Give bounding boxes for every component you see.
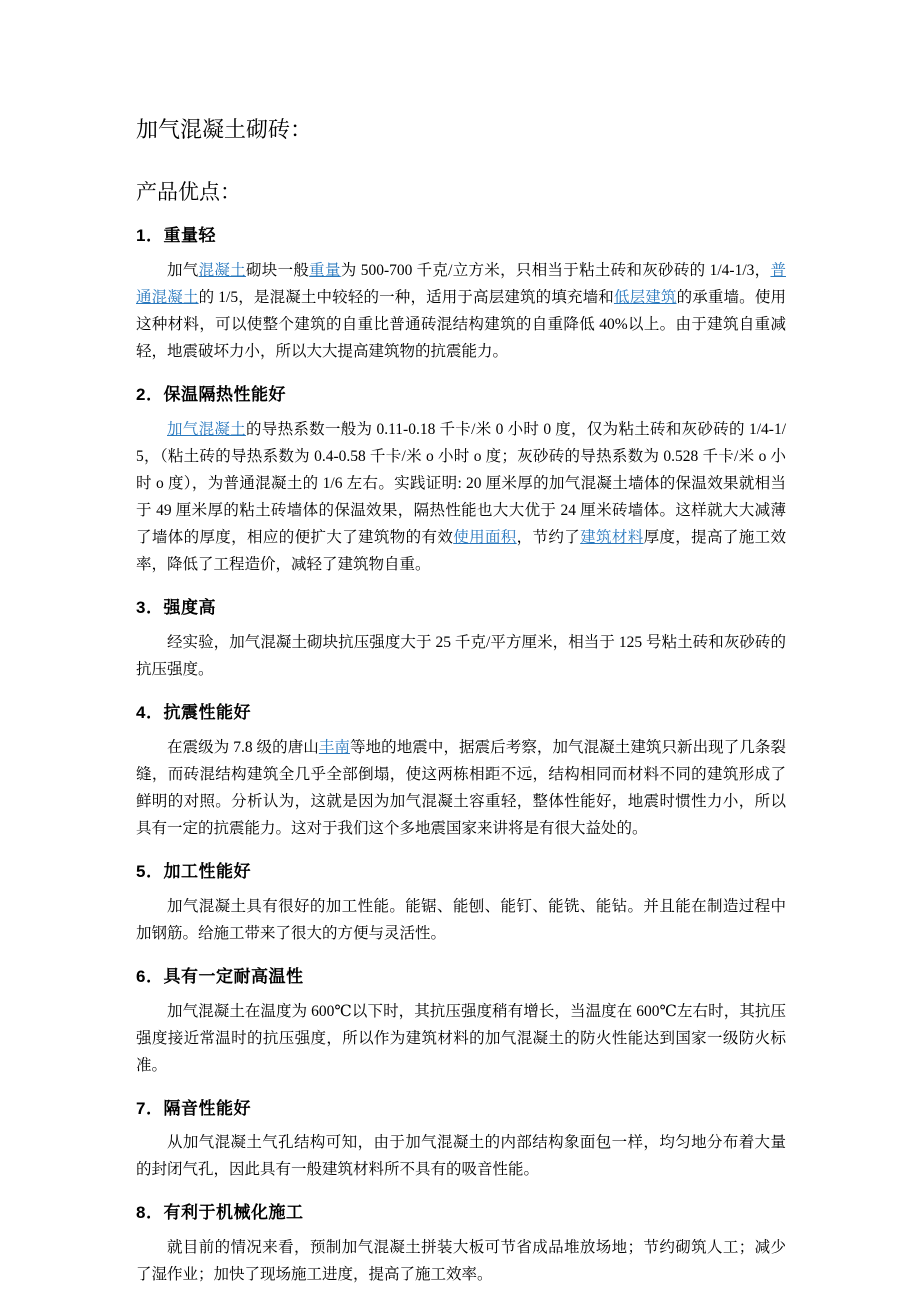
section-heading-3: 3．强度高	[136, 597, 216, 617]
text-run: 加气混凝土具有很好的加工性能。能锯、能刨、能钉、能铣、能钻。并且能在制造过程中加钢筋。给施工带来了很大的方便与灵活性。	[136, 897, 786, 942]
paragraph	[136, 998, 786, 1079]
paragraph	[136, 893, 786, 947]
sections-container	[136, 225, 786, 1289]
section-heading-4: 4．抗震性能好	[136, 702, 251, 722]
text-run: 加气	[167, 261, 199, 279]
doc-title: 加气混凝土砌砖：	[136, 117, 313, 142]
doc-subtitle: 产品优点：	[136, 179, 241, 204]
text-run: 为 500-700 千克/立方米，只相当于粘土砖和灰砂砖的 1/4-1/3，	[340, 261, 771, 279]
paragraph	[136, 629, 786, 683]
section-heading-8: 8．有利于机械化施工	[136, 1203, 304, 1223]
text-run: 厚度，提高了施工效率，降低了工程造价，减轻了建筑物自重。	[136, 528, 786, 573]
hyperlink[interactable]: 普通混凝土	[136, 261, 786, 306]
hyperlink[interactable]: 丰南	[318, 738, 351, 756]
section-heading-2: 2．保温隔热性能好	[136, 384, 286, 404]
section-heading-6: 6．具有一定耐高温性	[136, 966, 304, 986]
paragraph	[136, 1234, 786, 1288]
hyperlink[interactable]: 低层建筑	[613, 288, 677, 306]
text-run: 砌块一般	[245, 261, 310, 279]
text-run: 的 1/5，是混凝土中较轻的一种，适用于高层建筑的填充墙和	[198, 288, 614, 306]
paragraph	[136, 416, 786, 578]
hyperlink[interactable]: 建筑材料	[580, 528, 644, 546]
text-run: 的导热系数一般为 0.11-0.18 千卡/米 0 小时 0 度，仅为粘土砖和灰砂砖的 1/4-1/5，（粘土砖的导热系数为 0.4-0.58 千卡/米 o 小时 o 度；灰砂砖的导热系数为 0.528 千卡/米 o 小时 o 度），为普通混凝土的 1/6 左右。实践证明: 20 厘米厚的加气混凝土墙体的保温效果就相当于 49 厘米厚的粘土砖墙体的保温效果，隔热性能也大大优于 24 厘米砖墙体。这样就大大减薄了墙体的厚度，相应的便扩大了建筑物的有效	[136, 420, 786, 546]
text-run: 从加气混凝土气孔结构可知，由于加气混凝土的内部结构象面包一样，均匀地分布着大量的封闭气孔，因此具有一般建筑材料所不具有的吸音性能。	[136, 1134, 786, 1179]
text-run: ，节约了	[516, 528, 581, 546]
text-run: 就目前的情况来看，预制加气混凝土拼装大板可节省成品堆放场地；节约砌筑人工；减少了湿作业；加快了现场施工进度，提高了施工效率。	[136, 1239, 786, 1284]
paragraph	[136, 734, 786, 842]
section-heading-1: 1．重量轻	[136, 225, 216, 245]
text-run: 在震级为 7.8 级的唐山	[167, 738, 319, 756]
paragraph	[136, 257, 786, 365]
section-heading-7: 7．隔音性能好	[136, 1098, 251, 1118]
text-run: 加气混凝土在温度为 600℃以下时，其抗压强度稍有增长，当温度在 600℃左右时，其抗压强度接近常温时的抗压强度，所以作为建筑材料的加气混凝土的防火性能达到国家一级防火标准。	[136, 1002, 786, 1074]
text-run: 等地的地震中，据震后考察，加气混凝土建筑只新出现了几条裂缝，而砖混结构建筑全几乎全部倒塌，使这两栋相距不远，结构相同而材料不同的建筑形成了鲜明的对照。分析认为，这就是因为加气混凝土容重轻，整体性能好，地震时惯性力小，所以具有一定的抗震能力。这对于我们这个多地震国家来讲将是有很大益处的。	[136, 738, 786, 837]
paragraph	[136, 1129, 786, 1183]
text-run: 经实验，加气混凝土砌块抗压强度大于 25 千克/平方厘米，相当于 125 号粘土砖和灰砂砖的抗压强度。	[136, 633, 786, 678]
hyperlink[interactable]: 加气混凝土	[167, 420, 246, 438]
hyperlink[interactable]: 使用面积	[453, 528, 517, 546]
hyperlink[interactable]: 重量	[309, 261, 341, 279]
text-run: 的承重墙。使用这种材料，可以使整个建筑的自重比普通砖混结构建筑的自重降低 40%以上。由于建筑自重减轻，地震破坏力小，所以大大提高建筑物的抗震能力。	[136, 288, 786, 360]
hyperlink[interactable]: 混凝土	[198, 261, 246, 279]
section-heading-5: 5．加工性能好	[136, 861, 251, 881]
